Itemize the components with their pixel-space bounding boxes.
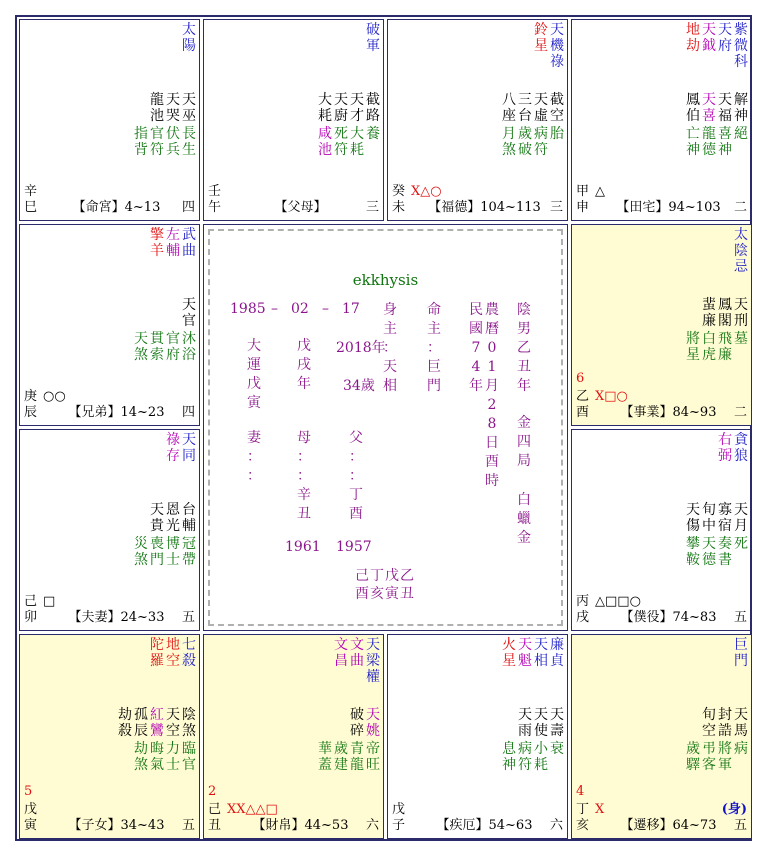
spirit-star: 養: [366, 126, 380, 142]
transform-marks: XX△△□: [227, 802, 278, 817]
palace-footer: [208, 818, 379, 835]
minor-star: 天 廚: [334, 92, 348, 124]
dash-2: –: [322, 301, 329, 317]
minor-star: 三 台: [518, 92, 532, 124]
stem-row: [576, 184, 605, 200]
palace-label[interactable]: 【財帛】44~53: [252, 818, 349, 833]
palace-fuqi[interactable]: [19, 429, 200, 631]
spirit-star: 帝 旺: [366, 741, 380, 773]
main-star: 祿 存: [166, 432, 180, 464]
chart-owner-name: ekkhysis: [352, 271, 419, 289]
spirit-star: 貫 索: [150, 331, 164, 363]
minor-star: 天 使: [534, 707, 548, 739]
minor-star: 鳳 閣: [718, 297, 732, 329]
minor-star: 旬 中: [702, 502, 716, 534]
minor-stars: [501, 92, 565, 124]
minor-star: 寡 宿: [718, 502, 732, 534]
minor-star: 天 貴: [150, 502, 164, 534]
ziwei-chart: [15, 15, 752, 841]
main-star: 地 劫: [686, 22, 700, 54]
heavenly-stem: 壬: [208, 184, 222, 199]
minor-stars: [149, 92, 197, 124]
stem-row: [208, 184, 221, 200]
spirit-star: 歲 驛: [686, 741, 700, 773]
minor-star: 封 誥: [718, 707, 732, 739]
shen-zhu: 身 主 ： 天 相: [383, 302, 397, 394]
palace-footer: [24, 405, 195, 422]
minor-star: 龍 池: [150, 92, 164, 124]
palace-footer: [208, 200, 379, 217]
main-star: 廉 貞: [550, 637, 564, 669]
minor-star: 天 哭: [166, 92, 180, 124]
main-star: 文 曲: [350, 637, 364, 669]
palace-label[interactable]: 【福德】104~113: [428, 200, 541, 215]
minor-star: 天 月: [734, 502, 748, 534]
palace-footer: [24, 200, 195, 217]
palace-count: 二: [733, 405, 747, 420]
mother-birth-year: 1961: [285, 539, 321, 555]
minor-star: 天 喜: [702, 92, 716, 124]
spirit-star: 天 德: [702, 536, 716, 568]
limit-number: 6: [576, 371, 585, 386]
stem-row: [24, 184, 37, 200]
main-star: 武 曲: [182, 227, 196, 259]
minor-star: 天 姚: [366, 707, 380, 739]
minor-star: 旬 空: [702, 707, 716, 739]
palace-count: 二: [733, 200, 747, 215]
spirit-star: 白 虎: [702, 331, 716, 363]
spirit-star: 奏 書: [718, 536, 732, 568]
da-yun: 大 運 戊 寅: [247, 338, 261, 411]
spirit-stars: [685, 126, 749, 158]
earthly-branch: 戌: [576, 610, 590, 625]
minor-star: 台 輔: [182, 502, 196, 534]
palace-puyi[interactable]: [571, 429, 752, 631]
minor-stars: [349, 707, 381, 739]
palace-count: 六: [365, 818, 379, 833]
spirit-star: 死: [734, 536, 748, 552]
earthly-branch: 午: [208, 200, 222, 215]
heavenly-stem: 庚: [24, 389, 38, 404]
wife-label: 妻 ： ：: [247, 430, 261, 484]
stem-row: [392, 802, 405, 818]
earthly-branch: 申: [576, 200, 590, 215]
shen-palace-badge: (身): [721, 802, 747, 817]
minor-star: 天 福: [718, 92, 732, 124]
palace-count: 五: [733, 818, 747, 833]
spirit-star: 博 士: [166, 536, 180, 568]
palace-caibo[interactable]: [203, 634, 384, 839]
spirit-star: 將 軍: [718, 741, 732, 773]
palace-footer: [576, 200, 747, 217]
spirit-star: 月 煞: [502, 126, 516, 158]
spirit-star: 晦 氣: [150, 741, 164, 773]
stem-row: [24, 802, 37, 818]
spirit-star: 歲 建: [334, 741, 348, 773]
heavenly-stem: 乙: [576, 389, 590, 404]
transform-marks: X□○: [595, 389, 628, 404]
current-year: 2018年: [336, 340, 386, 356]
spirit-star: 病 符: [534, 126, 548, 158]
spirit-star: 天 煞: [134, 331, 148, 363]
palace-fumu[interactable]: [203, 19, 384, 221]
main-star: 七 殺: [182, 637, 196, 669]
spirit-stars: [685, 741, 749, 773]
main-star: 右 弼: [718, 432, 732, 464]
main-star: 陀 羅: [150, 637, 164, 669]
minor-star: 截 空: [550, 92, 564, 124]
minor-stars: [517, 707, 565, 739]
heavenly-stem: 甲: [576, 184, 590, 199]
heavenly-stem: 戊: [24, 802, 38, 817]
main-star: 太 陰 忌: [734, 227, 748, 275]
minor-star: 天 傷: [686, 502, 700, 534]
current-age: 34歲: [343, 378, 375, 394]
limit-number: 2: [208, 784, 217, 799]
palace-qianyi[interactable]: [571, 634, 752, 839]
main-star: 貪 狼: [734, 432, 748, 464]
minor-stars: [181, 297, 197, 329]
earthly-branch: 子: [392, 818, 406, 833]
palace-footer: [392, 818, 563, 835]
limit-number: 4: [576, 784, 585, 799]
spirit-stars: [133, 741, 197, 773]
main-star: 擎 羊: [150, 227, 164, 259]
spirit-star: 官 府: [166, 331, 180, 363]
palace-count: 五: [181, 818, 195, 833]
spirit-star: 沐 浴: [182, 331, 196, 363]
spirit-stars: [317, 126, 381, 158]
spirit-star: 臨 官: [182, 741, 196, 773]
minor-star: 蜚 廉: [702, 297, 716, 329]
bazi-branches: 酉亥寅丑: [355, 586, 415, 602]
heavenly-stem: 丁: [576, 802, 590, 817]
minor-star: 截 路: [366, 92, 380, 124]
liu-nian-gz: 戊 戌 年: [297, 338, 311, 392]
main-star: 文 昌: [334, 637, 348, 669]
minor-star: 大 耗: [318, 92, 332, 124]
wuxing-ju: 金 四 局: [517, 415, 531, 469]
main-star: 巨 門: [734, 637, 748, 669]
stem-row: [576, 389, 628, 405]
earthly-branch: 卯: [24, 610, 38, 625]
main-star: 火 星: [502, 637, 516, 669]
spirit-star: 官 符: [150, 126, 164, 158]
spirit-star: 龍 德: [702, 126, 716, 158]
stem-row: [24, 594, 55, 610]
palace-label[interactable]: 【夫妻】24~33: [68, 610, 165, 625]
spirit-stars: [133, 331, 197, 363]
main-star: 天 機 祿: [550, 22, 564, 70]
spirit-star: 伏 兵: [166, 126, 180, 158]
limit-number: 5: [24, 784, 33, 799]
main-star: 地 空: [166, 637, 180, 669]
earthly-branch: 辰: [24, 405, 38, 420]
spirit-star: 喪 門: [150, 536, 164, 568]
stem-row: [392, 184, 442, 200]
spirit-star: 弔 客: [702, 741, 716, 773]
minor-star: 解 神: [734, 92, 748, 124]
stem-row: [24, 389, 66, 405]
spirit-star: 冠 帶: [182, 536, 196, 568]
main-star: 紫 微 科: [734, 22, 748, 70]
spirit-star: 劫 煞: [134, 741, 148, 773]
center-info-panel: [203, 224, 568, 631]
palace-ming[interactable]: [19, 19, 200, 221]
palace-shiye[interactable]: [571, 224, 752, 426]
earthly-branch: 丑: [208, 818, 222, 833]
minor-star: 天 官: [182, 297, 196, 329]
minor-stars: [317, 92, 381, 124]
spirit-star: 飛 廉: [718, 331, 732, 363]
main-star: 天 魁: [518, 637, 532, 669]
minor-star: 破 碎: [350, 707, 364, 739]
spirit-star: 病 符: [518, 741, 532, 773]
main-star: 天 鉞: [702, 22, 716, 54]
spirit-star: 大 耗: [350, 126, 364, 158]
heavenly-stem: 己: [208, 802, 222, 817]
earthly-branch: 未: [392, 200, 406, 215]
birth-year: 1985: [230, 301, 266, 317]
minor-star: 天 空: [166, 707, 180, 739]
spirit-star: 咸 池: [318, 126, 332, 158]
mother-ganzhi: 辛 丑: [297, 487, 311, 522]
palace-count: 三: [365, 200, 379, 215]
spirit-star: 絕: [734, 126, 748, 142]
center-frame: [208, 229, 563, 626]
palace-zinv[interactable]: [19, 634, 200, 839]
main-star: 左 輔: [166, 227, 180, 259]
heavenly-stem: 戊: [392, 802, 406, 817]
spirit-star: 死 符: [334, 126, 348, 158]
palace-jie[interactable]: [387, 634, 568, 839]
father-ganzhi: 丁 酉: [349, 487, 363, 522]
yin-nan: 陰 男 乙 丑 年: [517, 302, 531, 394]
earthly-branch: 亥: [576, 818, 590, 833]
spirit-star: 力 士: [166, 741, 180, 773]
spirit-star: 胎: [550, 126, 564, 142]
spirit-stars: [685, 331, 749, 363]
stem-row: [576, 802, 604, 818]
lunar-date: 農 曆 0 1 月 2 8 日 酉 時: [485, 302, 499, 489]
ming-zhu: 命 主 ： 巨 門: [427, 302, 441, 394]
minor-stars: [701, 297, 749, 329]
spirit-star: 小 耗: [534, 741, 548, 773]
main-star: 天 同: [182, 432, 196, 464]
heavenly-stem: 丙: [576, 594, 590, 609]
palace-label[interactable]: 【兄弟】14~23: [68, 405, 165, 420]
transform-marks: X△○: [411, 184, 442, 199]
spirit-star: 青 龍: [350, 741, 364, 773]
minor-stars: [117, 707, 197, 739]
bazi-stems: 己丁戊乙: [355, 568, 415, 584]
palace-xiongdi[interactable]: [19, 224, 200, 426]
stem-row: [576, 594, 641, 610]
minor-stars: [685, 502, 749, 534]
heavenly-stem: 辛: [24, 184, 38, 199]
spirit-star: 歲 破: [518, 126, 532, 158]
main-star: 鈴 星: [534, 22, 548, 54]
palace-label[interactable]: 【遷移】64~73: [620, 818, 717, 833]
spirit-stars: [501, 126, 565, 158]
dash-1: –: [271, 301, 278, 317]
palace-footer: [576, 405, 747, 422]
spirit-star: 衰: [550, 741, 564, 757]
palace-count: 四: [181, 405, 195, 420]
minguo-year: 民 國 7 4 年: [469, 302, 483, 394]
spirit-stars: [685, 536, 749, 568]
palace-footer: [392, 200, 563, 217]
spirit-stars: [317, 741, 381, 773]
palace-count: 四: [181, 200, 195, 215]
minor-star: 孤 辰: [134, 707, 148, 739]
palace-footer: [576, 610, 747, 627]
minor-stars: [149, 502, 197, 534]
minor-stars: [685, 92, 749, 124]
spirit-star: 指 背: [134, 126, 148, 158]
nayin: 白 蠟 金: [517, 492, 531, 546]
spirit-star: 華 蓋: [318, 741, 332, 773]
minor-star: 鳳 伯: [686, 92, 700, 124]
palace-count: 三: [549, 200, 563, 215]
palace-label[interactable]: 【事業】84~93: [620, 405, 717, 420]
spirit-stars: [133, 536, 197, 568]
transform-marks: □: [43, 594, 56, 609]
minor-star: 天 雨: [518, 707, 532, 739]
palace-label[interactable]: 【命宮】4~13: [72, 200, 161, 215]
palace-count: 六: [549, 818, 563, 833]
palace-label[interactable]: 【疾厄】54~63: [436, 818, 533, 833]
father-birth-year: 1957: [336, 539, 372, 555]
heavenly-stem: 己: [24, 594, 38, 609]
mother-label: 母 ： ：: [297, 430, 311, 484]
palace-label[interactable]: 【子女】34~43: [68, 818, 165, 833]
minor-star: 天 壽: [550, 707, 564, 739]
spirit-star: 長 生: [182, 126, 196, 158]
palace-tianzhai[interactable]: [571, 19, 752, 221]
stem-row: [208, 802, 278, 818]
spirit-star: 墓: [734, 331, 748, 347]
palace-footer: [24, 610, 195, 627]
palace-count: 五: [733, 610, 747, 625]
minor-star: 陰 煞: [182, 707, 196, 739]
spirit-star: 病: [734, 741, 748, 757]
palace-count: 五: [181, 610, 195, 625]
palace-footer: [24, 818, 195, 835]
spirit-stars: [133, 126, 197, 158]
main-star: 破 軍: [366, 22, 380, 54]
palace-footer: [576, 818, 747, 835]
transform-marks: X: [595, 802, 605, 817]
minor-star: 天 馬: [734, 707, 748, 739]
minor-star: 天 虛: [534, 92, 548, 124]
main-star: 天 梁 權: [366, 637, 380, 685]
birth-month: 02: [291, 301, 309, 317]
earthly-branch: 寅: [24, 818, 38, 833]
minor-stars: [701, 707, 749, 739]
heavenly-stem: 癸: [392, 184, 406, 199]
minor-star: 恩 光: [166, 502, 180, 534]
spirit-star: 災 煞: [134, 536, 148, 568]
main-star: 太 陽: [182, 22, 196, 54]
spirit-stars: [501, 741, 565, 773]
minor-star: 八 座: [502, 92, 516, 124]
earthly-branch: 巳: [24, 200, 38, 215]
birth-day: 17: [342, 301, 360, 317]
spirit-star: 亡 神: [686, 126, 700, 158]
transform-marks: △□□○: [595, 594, 641, 609]
father-label: 父 ： ：: [349, 430, 363, 484]
spirit-star: 喜 神: [718, 126, 732, 158]
earthly-branch: 酉: [576, 405, 590, 420]
minor-star: 紅 鸞: [150, 707, 164, 739]
transform-marks: ○○: [43, 389, 66, 404]
palace-label[interactable]: 【父母】: [274, 200, 327, 215]
spirit-star: 將 星: [686, 331, 700, 363]
main-star: 天 相: [534, 637, 548, 669]
minor-star: 劫 殺: [118, 707, 132, 739]
palace-label[interactable]: 【僕役】74~83: [620, 610, 717, 625]
palace-fude[interactable]: [387, 19, 568, 221]
transform-marks: △: [595, 184, 606, 199]
spirit-star: 攀 鞍: [686, 536, 700, 568]
minor-star: 天 刑: [734, 297, 748, 329]
palace-label[interactable]: 【田宅】94~103: [616, 200, 721, 215]
minor-star: 天 巫: [182, 92, 196, 124]
spirit-star: 息 神: [502, 741, 516, 773]
main-star: 天 府: [718, 22, 732, 54]
minor-star: 天 才: [350, 92, 364, 124]
